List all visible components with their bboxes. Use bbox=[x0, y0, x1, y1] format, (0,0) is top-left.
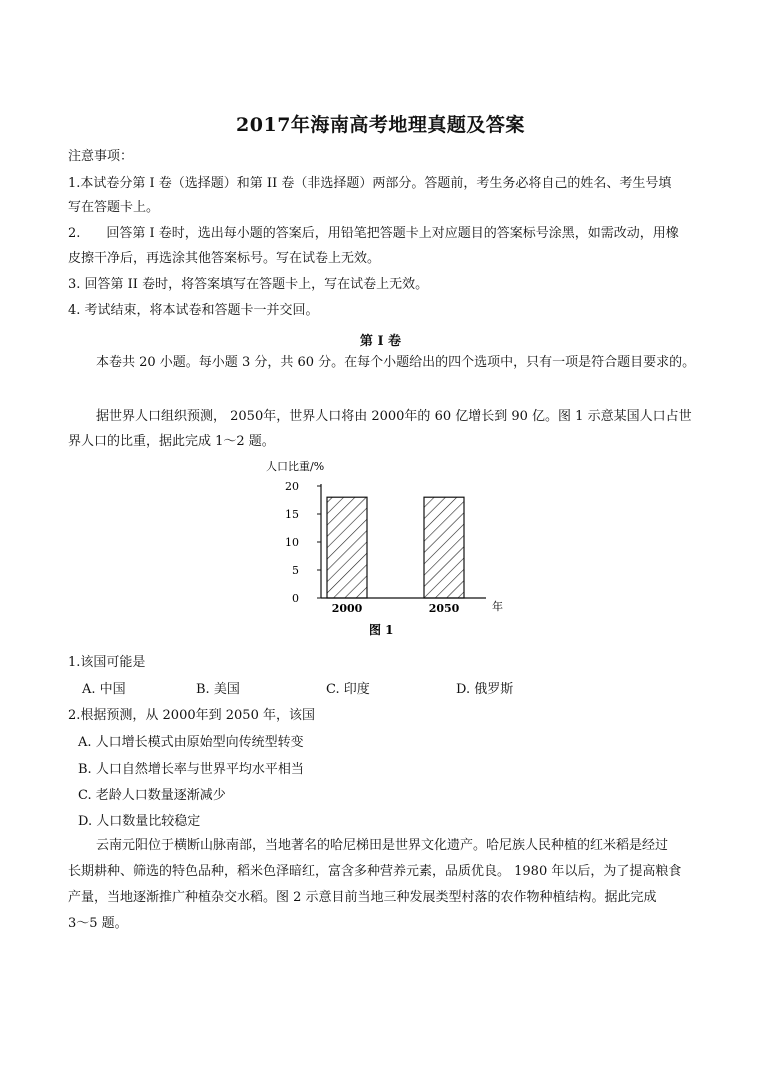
notice-heading: 注意事项： bbox=[68, 149, 134, 164]
notice-item-2b: 皮擦干净后，再选涂其他答案标号。写在试卷上无效。 bbox=[68, 251, 381, 266]
x-tick-label: 2000 bbox=[331, 602, 363, 615]
notice-item-3: 3. 回答第 II 卷时，将答案填写在答题卡上，写在试卷上无效。 bbox=[68, 277, 429, 292]
x-axis-label: 年 bbox=[492, 600, 503, 613]
y-axis-label: 人口比重/% bbox=[266, 460, 325, 473]
q1-option-d: D. 俄罗斯 bbox=[456, 682, 514, 697]
y-tick-label: 15 bbox=[285, 508, 299, 521]
q1-option-c: C. 印度 bbox=[326, 682, 370, 697]
figure-1-chart bbox=[258, 458, 518, 638]
q2-option-a: A. 人口增长模式由原始型向传统型转变 bbox=[78, 735, 304, 750]
passage2-line2: 长期耕种、筛选的特色品种，稻米色泽暗红，富含多种营养元素，品质优良。 1980 年以后，为了提高粮食 bbox=[68, 864, 682, 879]
passage2-line1: 云南元阳位于横断山脉南部，当地著名的哈尼梯田是世界文化遗产。哈尼族人民种植的红米稻是经过 bbox=[96, 838, 669, 853]
q2-stem: 2.根据预测，从 2000年到 2050 年，该国 bbox=[68, 708, 315, 723]
passage1-line1: 据世界人口组织预测， 2050年，世界人口将由 2000年的 60 亿增长到 90 亿。图 1 示意某国人口占世 bbox=[96, 409, 692, 424]
q1-stem: 1.该国可能是 bbox=[68, 655, 146, 670]
bar-chart bbox=[258, 458, 518, 638]
y-tick-label: 10 bbox=[285, 536, 299, 549]
notice-item-2a: 2. 回答第 I 卷时，选出每小题的答案后，用铅笔把答题卡上对应题目的答案标号涂黑，如需改动，用橡 bbox=[68, 226, 679, 241]
y-tick-label: 5 bbox=[292, 564, 299, 577]
section-intro: 本卷共 20 小题。每小题 3 分，共 60 分。在每个小题给出的四个选项中，只有一项是符合题目要求的。 bbox=[96, 355, 696, 370]
q2-option-c: C. 老龄人口数量逐渐减少 bbox=[78, 788, 226, 803]
q1-option-a: A. 中国 bbox=[82, 682, 126, 697]
section-title: 第 I 卷 bbox=[359, 334, 402, 349]
page-title: 2017年海南高考地理真题及答案 bbox=[236, 114, 525, 136]
q2-option-b: B. 人口自然增长率与世界平均水平相当 bbox=[78, 762, 304, 777]
notice-item-1a: 1.本试卷分第 I 卷（选择题）和第 II 卷（非选择题）两部分。答题前，考生务必将自己的姓名、考生号填 bbox=[68, 176, 672, 191]
q1-option-b: B. 美国 bbox=[196, 682, 240, 697]
notice-item-4: 4. 考试结束，将本试卷和答题卡一并交回。 bbox=[68, 303, 319, 318]
bar-2000 bbox=[327, 497, 367, 598]
bar-2050 bbox=[424, 497, 464, 598]
notice-item-1b: 写在答题卡上。 bbox=[68, 200, 160, 215]
x-tick-label: 2050 bbox=[428, 602, 460, 615]
y-tick-label: 0 bbox=[292, 592, 299, 605]
figure-caption: 图 1 bbox=[369, 623, 394, 637]
passage2-line4: 3～5 题。 bbox=[68, 916, 128, 931]
q2-option-d: D. 人口数量比较稳定 bbox=[78, 814, 201, 829]
passage2-line3: 产量，当地逐渐推广种植杂交水稻。图 2 示意目前当地三种发展类型村落的农作物种植结构。据此完成 bbox=[68, 890, 657, 905]
y-tick-label: 20 bbox=[285, 480, 299, 493]
passage1-line2: 界人口的比重，据此完成 1～2 题。 bbox=[68, 434, 275, 449]
